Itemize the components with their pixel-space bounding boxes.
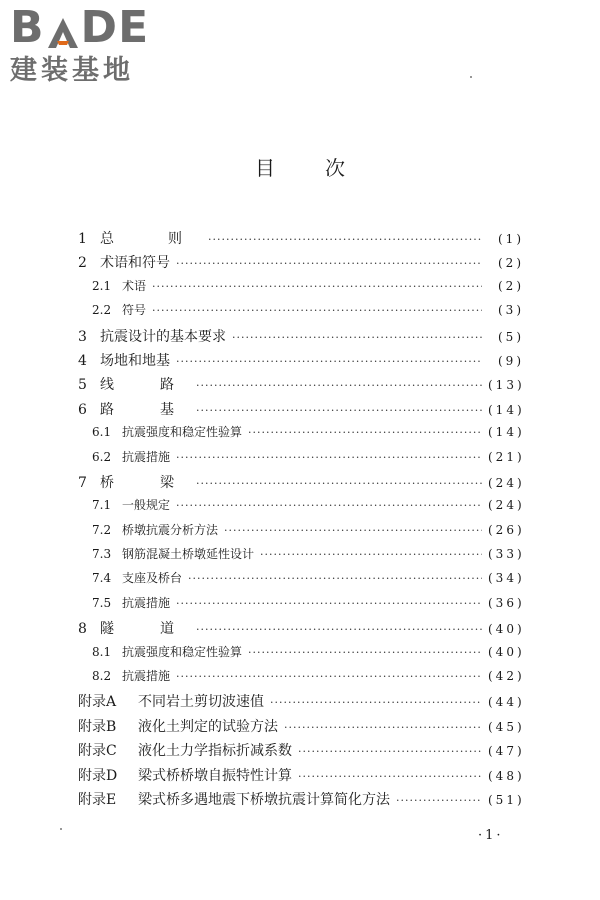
toc-entry[interactable] [78,472,524,496]
dot-leader [298,745,482,758]
toc-entry[interactable] [78,521,524,545]
toc-entry-page: (42) [488,669,525,684]
toc-entry[interactable] [78,423,524,447]
toc-entry-page: (40) [488,644,525,659]
toc-entry[interactable] [78,667,524,691]
toc-entry[interactable] [78,301,524,325]
toc-entry[interactable] [78,350,524,374]
toc-entry-title: 术语和符号 [100,255,170,272]
toc-entry-title: 支座及桥台 [122,571,183,586]
toc-entry-number: 6.1 [92,425,112,440]
toc-entry-number: 附录C [78,743,117,760]
toc-entry-number: 4 [78,352,87,369]
dot-leader [196,379,482,392]
toc-entry-title: 总 则 [100,231,202,247]
scan-speck [60,828,62,830]
toc-entry-number: 附录A [78,694,117,711]
toc-entry-title: 隧 道 [100,621,190,638]
toc-entry-page: (51) [488,792,525,807]
toc-entry-page: (44) [488,695,525,710]
toc-entry-title: 不同岩土剪切波速值 [138,694,264,711]
toc-entry-title: 一般规定 [122,498,171,513]
toc-entry-number: 附录E [78,791,117,808]
dot-leader [284,721,482,734]
dot-leader [176,597,482,610]
dot-leader [248,646,482,659]
toc-entry-title: 液化土判定的试验方法 [138,718,278,735]
toc-entry-number: 2 [78,255,87,272]
toc-entry[interactable] [78,399,524,423]
toc-entry[interactable] [78,643,524,667]
toc-entry[interactable] [78,716,524,740]
toc-entry[interactable] [78,594,524,618]
toc-entry-page: (9) [498,353,524,368]
toc-entry-title: 抗震强度和稳定性验算 [122,425,243,440]
toc-entry-number: 8.2 [92,669,112,684]
toc-entry-page: (45) [488,719,525,734]
toc-entry-page: (13) [488,378,525,393]
dot-leader [176,355,482,368]
dot-leader [176,257,482,270]
toc-entry-title: 梁式桥桥墩自振特性计算 [138,767,292,784]
toc-entry-title: 路 基 [100,401,190,418]
toc-entry-title: 桥 梁 [100,474,190,491]
toc-entry[interactable] [78,789,524,813]
toc-entry[interactable] [78,228,524,252]
toc-entry-page: (2) [498,256,524,271]
toc-entry-title: 抗震设计的基本要求 [100,328,226,345]
toc-entry-page: (48) [488,768,525,783]
toc-entry-title: 抗震措施 [122,449,171,464]
dot-leader [298,770,482,783]
toc-entry-number: 6.2 [92,449,112,464]
toc-entry[interactable] [78,618,524,642]
toc-entry-page: (34) [488,571,525,586]
toc-entry-title: 线 路 [100,377,190,394]
toc-entry-number: 7.5 [92,595,112,610]
toc-entry-number: 7.3 [92,547,112,562]
dot-leader [188,572,482,585]
dot-leader [196,623,482,636]
brand-logo [10,4,180,86]
dot-leader [396,794,482,807]
toc-entry-number: 6 [78,401,87,418]
toc-entry-page: (47) [488,744,525,759]
toc-entry[interactable] [78,496,524,520]
scan-speck [470,76,472,78]
toc-entry-page: (2) [498,278,524,293]
toc-entry-number: 3 [78,328,87,345]
dot-leader [176,499,482,512]
toc-entry[interactable] [78,448,524,472]
dot-leader [152,304,482,317]
dot-leader [152,280,482,293]
toc-entry-title: 符号 [122,303,147,318]
toc-entry[interactable] [78,277,524,301]
page-title: 目次 [255,156,395,180]
toc-entry-title: 抗震强度和稳定性验算 [122,644,243,659]
toc-entry-page: (33) [488,547,525,562]
table-of-contents [78,228,524,813]
toc-entry-page: (1) [498,232,524,246]
toc-entry-number: 8 [78,621,87,638]
toc-entry[interactable] [78,252,524,276]
toc-entry-page: (24) [488,498,525,513]
dot-leader [176,670,482,683]
toc-entry-number: 附录B [78,718,117,735]
toc-entry-page: (40) [488,622,525,637]
toc-entry-number: 附录D [78,767,118,784]
logo-subtitle: 建装基地 [10,55,134,86]
page-number: ·1· [478,828,504,843]
toc-entry-title: 桥墩抗震分析方法 [122,522,219,537]
toc-entry-page: (21) [488,449,525,464]
logo-letter-b: B [10,2,45,53]
toc-entry[interactable] [78,326,524,350]
toc-entry-page: (24) [488,475,525,490]
toc-entry-number: 1 [78,231,87,247]
dot-leader [208,233,482,246]
dot-leader [260,548,482,561]
dot-leader [248,426,482,439]
toc-entry-number: 7.2 [92,522,112,537]
toc-entry-title: 抗震措施 [122,669,171,684]
toc-entry[interactable] [78,374,524,398]
toc-entry-title: 钢筋混凝土桥墩延性设计 [122,547,255,562]
dot-leader [232,331,482,344]
logo-wordmark [10,4,180,52]
toc-entry[interactable] [78,691,524,715]
dot-leader [224,524,482,537]
dot-leader [270,696,482,709]
toc-entry-page: (36) [488,595,525,610]
toc-entry[interactable] [78,545,524,569]
dot-leader [196,404,482,417]
toc-entry-number: 2.2 [92,303,112,318]
toc-entry-number: 7.1 [92,498,112,513]
toc-entry[interactable] [78,740,524,764]
toc-entry-title: 梁式桥多遇地震下桥墩抗震计算简化方法 [138,791,390,808]
toc-entry-page: (26) [488,522,525,537]
toc-entry-page: (3) [498,303,524,318]
logo-letters-de: DE [80,2,150,53]
toc-entry-number: 8.1 [92,644,112,659]
toc-entry-title: 抗震措施 [122,595,171,610]
toc-entry-number: 7.4 [92,571,112,586]
toc-entry-page: (14) [488,425,525,440]
toc-entry-number: 5 [78,377,87,394]
toc-entry-page: (14) [488,402,525,417]
dot-leader [176,451,482,464]
toc-entry-title: 液化土力学指标折减系数 [138,743,292,760]
toc-entry[interactable] [78,765,524,789]
dot-leader [196,477,482,490]
toc-entry-title: 场地和地基 [100,352,170,369]
toc-entry-page: (5) [498,329,524,344]
toc-entry-number: 7 [78,474,87,491]
toc-entry-title: 术语 [122,278,147,293]
logo-a-icon [46,12,80,46]
toc-entry-number: 2.1 [92,278,112,293]
toc-entry[interactable] [78,569,524,593]
